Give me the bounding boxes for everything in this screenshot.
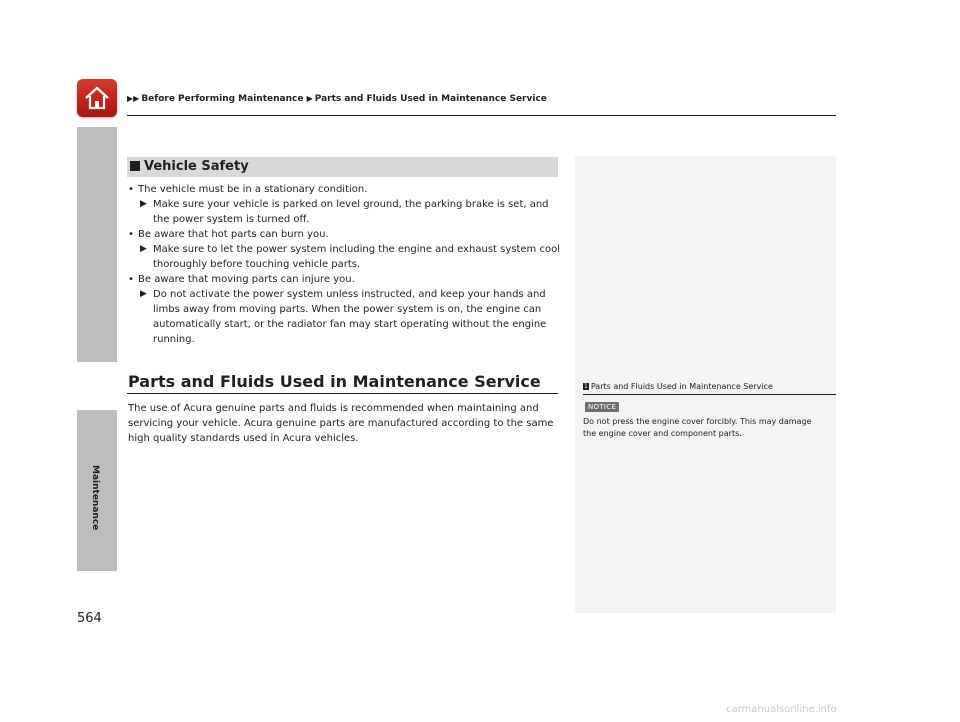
breadcrumb-arrow-icon: ▶▶ xyxy=(127,94,140,103)
safety-sub-item xyxy=(128,197,560,227)
safety-sub-item xyxy=(128,287,560,347)
chapter-tab-gap xyxy=(77,362,117,410)
chapter-tab-label-wrap[interactable] xyxy=(90,465,104,531)
parts-section-heading: Parts and Fluids Used in Maintenance Service xyxy=(128,372,541,391)
section-square-icon xyxy=(130,161,140,171)
sidebar-note-title-text: Parts and Fluids Used in Maintenance Service xyxy=(590,382,773,391)
notice-badge: NOTICE xyxy=(585,402,619,412)
breadcrumb-arrow-icon: ▶ xyxy=(306,94,313,103)
vehicle-safety-heading xyxy=(127,157,558,177)
note-ref-number: 1 xyxy=(584,383,588,390)
safety-bullet: • Be aware that moving parts can injure you. xyxy=(128,272,560,287)
safety-sub-text: Make sure to let the power system including the engine and exhaust system cool thoroughly before touching vehicle parts. xyxy=(153,244,560,270)
breadcrumb-item-before-maintenance[interactable]: Before Performing Maintenance xyxy=(141,94,304,104)
sidebar-note-title[interactable] xyxy=(583,382,773,391)
safety-sub-text: Make sure your vehicle is parked on level ground, the parking brake is set, and the power system is turned off. xyxy=(153,199,549,225)
chapter-tab-label: Maintenance xyxy=(90,465,100,531)
safety-bullet: • The vehicle must be in a stationary condition. xyxy=(128,182,560,197)
breadcrumb-item-parts-fluids[interactable]: Parts and Fluids Used in Maintenance Service xyxy=(314,94,547,104)
home-icon xyxy=(83,84,111,112)
safety-bullet: • Be aware that hot parts can burn you. xyxy=(128,227,560,242)
safety-sub-text: Do not activate the power system unless instructed, and keep your hands and limbs away from moving parts. When the power system is on, the engine can automatically start, or the radiator fan may start operating without the engine running. xyxy=(153,289,547,345)
parts-section-body: The use of Acura genuine parts and fluids is recommended when maintaining and servicing your vehicle. Acura genuine parts are manufactured according to the same high quality standards used in Acura vehicles. xyxy=(128,403,554,444)
watermark: carmanualsonline.info xyxy=(726,704,837,715)
arrow-right-icon: ▶ xyxy=(140,289,147,299)
arrow-right-icon: ▶ xyxy=(140,199,147,209)
parts-section-rule xyxy=(127,393,558,394)
header-rule xyxy=(127,115,836,116)
vehicle-safety-list xyxy=(128,182,560,347)
sidebar-note-body: Do not press the engine cover forcibly. This may damage the engine cover and component parts. xyxy=(583,417,812,438)
arrow-right-icon: ▶ xyxy=(140,244,147,254)
breadcrumb xyxy=(127,94,547,104)
safety-sub-item xyxy=(128,242,560,272)
vehicle-safety-heading-text: Vehicle Safety xyxy=(144,159,249,174)
home-button[interactable] xyxy=(77,79,117,117)
sidebar-note-rule xyxy=(583,394,836,395)
page-number: 564 xyxy=(77,611,102,626)
